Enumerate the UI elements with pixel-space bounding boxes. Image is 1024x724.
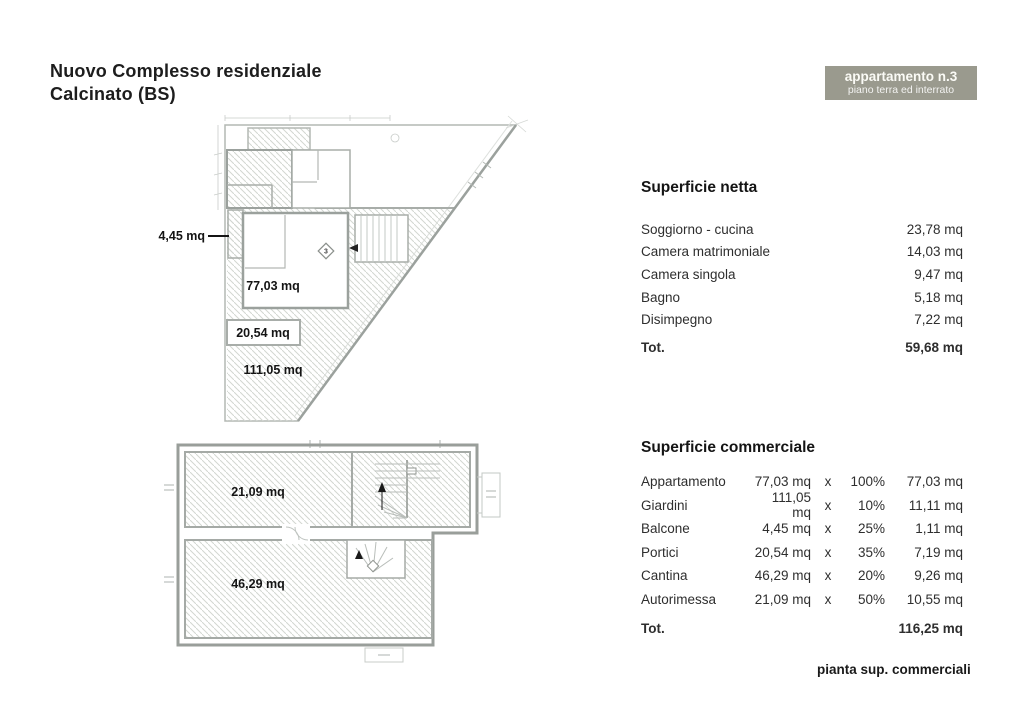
row-label: Bagno xyxy=(641,289,681,305)
row-area: 4,45 mq xyxy=(762,521,811,537)
row-multiplier: x xyxy=(824,497,832,513)
stair-room xyxy=(355,215,408,262)
page-title-line2: Calcinato (BS) xyxy=(50,84,176,104)
row-area: 111,05 mq xyxy=(771,490,811,521)
row-percent: 10% xyxy=(857,497,885,513)
apartment-badge xyxy=(825,66,977,100)
row-percent: 20% xyxy=(857,568,885,584)
row-multiplier: x xyxy=(824,544,832,560)
porch-area-label: 20,54 mq xyxy=(236,326,290,340)
apartment-badge-subtitle: piano terra ed interrato xyxy=(847,84,955,96)
row-value: 23,78 mq xyxy=(906,221,963,237)
row-value: 77,03 mq xyxy=(906,474,963,490)
row-value: 11,11 mq xyxy=(908,497,963,513)
row-label: Cantina xyxy=(641,568,688,584)
row-label: Appartamento xyxy=(641,474,726,490)
row-multiplier: x xyxy=(824,521,832,537)
row-value: 5,18 mq xyxy=(914,289,963,305)
corridor xyxy=(292,150,350,208)
page-title xyxy=(50,60,322,106)
table-row xyxy=(641,241,963,264)
table-row xyxy=(641,263,963,286)
row-area: 77,03 mq xyxy=(754,474,811,490)
window-dimension-box xyxy=(477,473,500,517)
balcony-area-label: 4,45 mq xyxy=(158,229,205,243)
row-percent: 100% xyxy=(850,474,885,490)
table-row xyxy=(641,541,963,565)
bottom-annex xyxy=(365,648,403,662)
row-multiplier: x xyxy=(824,591,832,607)
room-block-left xyxy=(227,150,292,208)
total-label: Tot. xyxy=(641,620,665,636)
row-value: 9,47 mq xyxy=(914,266,963,282)
row-label: Autorimessa xyxy=(641,591,717,607)
apartment-badge-title: appartamento n.3 xyxy=(844,69,958,84)
garage-area-label: 21,09 mq xyxy=(231,485,285,499)
net-area-heading: Superficie netta xyxy=(641,179,758,196)
net-area-table xyxy=(641,178,963,360)
unit-marker-number: 3 xyxy=(324,248,328,256)
table-row xyxy=(641,564,963,588)
row-value: 1,11 mq xyxy=(915,521,963,537)
table-total-row xyxy=(641,336,963,360)
apartment-area-label: 77,03 mq xyxy=(246,279,300,293)
floor-plan-ground-drawing xyxy=(150,110,580,430)
row-percent: 25% xyxy=(857,521,885,537)
commercial-area-heading: Superficie commerciale xyxy=(641,439,816,456)
row-value: 9,26 mq xyxy=(914,568,963,584)
row-multiplier: x xyxy=(824,568,832,584)
row-percent: 50% xyxy=(857,591,885,607)
row-label: Portici xyxy=(641,544,679,560)
row-area: 21,09 mq xyxy=(754,591,811,607)
row-value: 10,55 mq xyxy=(906,591,963,607)
total-value: 59,68 mq xyxy=(905,340,963,356)
table-total-row xyxy=(641,616,963,640)
table-row xyxy=(641,490,963,521)
table-row xyxy=(641,308,963,331)
row-label: Giardini xyxy=(641,497,688,513)
total-label: Tot. xyxy=(641,340,665,356)
floor-plan-basement xyxy=(160,430,520,675)
cellar-area-label: 46,29 mq xyxy=(231,577,285,591)
row-label: Soggiorno - cucina xyxy=(641,221,754,237)
row-label: Camera matrimoniale xyxy=(641,244,771,260)
balcony xyxy=(228,210,243,258)
table-row xyxy=(641,517,963,541)
row-value: 7,22 mq xyxy=(914,312,963,328)
row-label: Camera singola xyxy=(641,266,736,282)
row-value: 14,03 mq xyxy=(906,244,963,260)
table-row xyxy=(641,286,963,309)
total-value: 116,25 mq xyxy=(898,620,963,636)
row-label: Balcone xyxy=(641,521,690,537)
row-label: Disimpegno xyxy=(641,312,713,328)
room-block-top xyxy=(248,128,310,150)
table-row xyxy=(641,588,963,612)
commercial-area-table xyxy=(641,438,963,640)
sheet-caption: pianta sup. commerciali xyxy=(817,662,971,677)
row-area: 46,29 mq xyxy=(754,568,811,584)
row-percent: 35% xyxy=(857,544,885,560)
basement-stair-room xyxy=(352,452,470,527)
floor-plan-ground xyxy=(150,110,580,430)
main-room xyxy=(243,213,348,308)
table-row xyxy=(641,218,963,241)
row-value: 7,19 mq xyxy=(914,544,963,560)
floor-plan-basement-drawing xyxy=(160,430,520,675)
garden-area-label: 111,05 mq xyxy=(243,363,303,377)
row-multiplier: x xyxy=(824,474,832,490)
row-area: 20,54 mq xyxy=(754,544,811,560)
page-title-line1: Nuovo Complesso residenziale xyxy=(50,61,322,81)
